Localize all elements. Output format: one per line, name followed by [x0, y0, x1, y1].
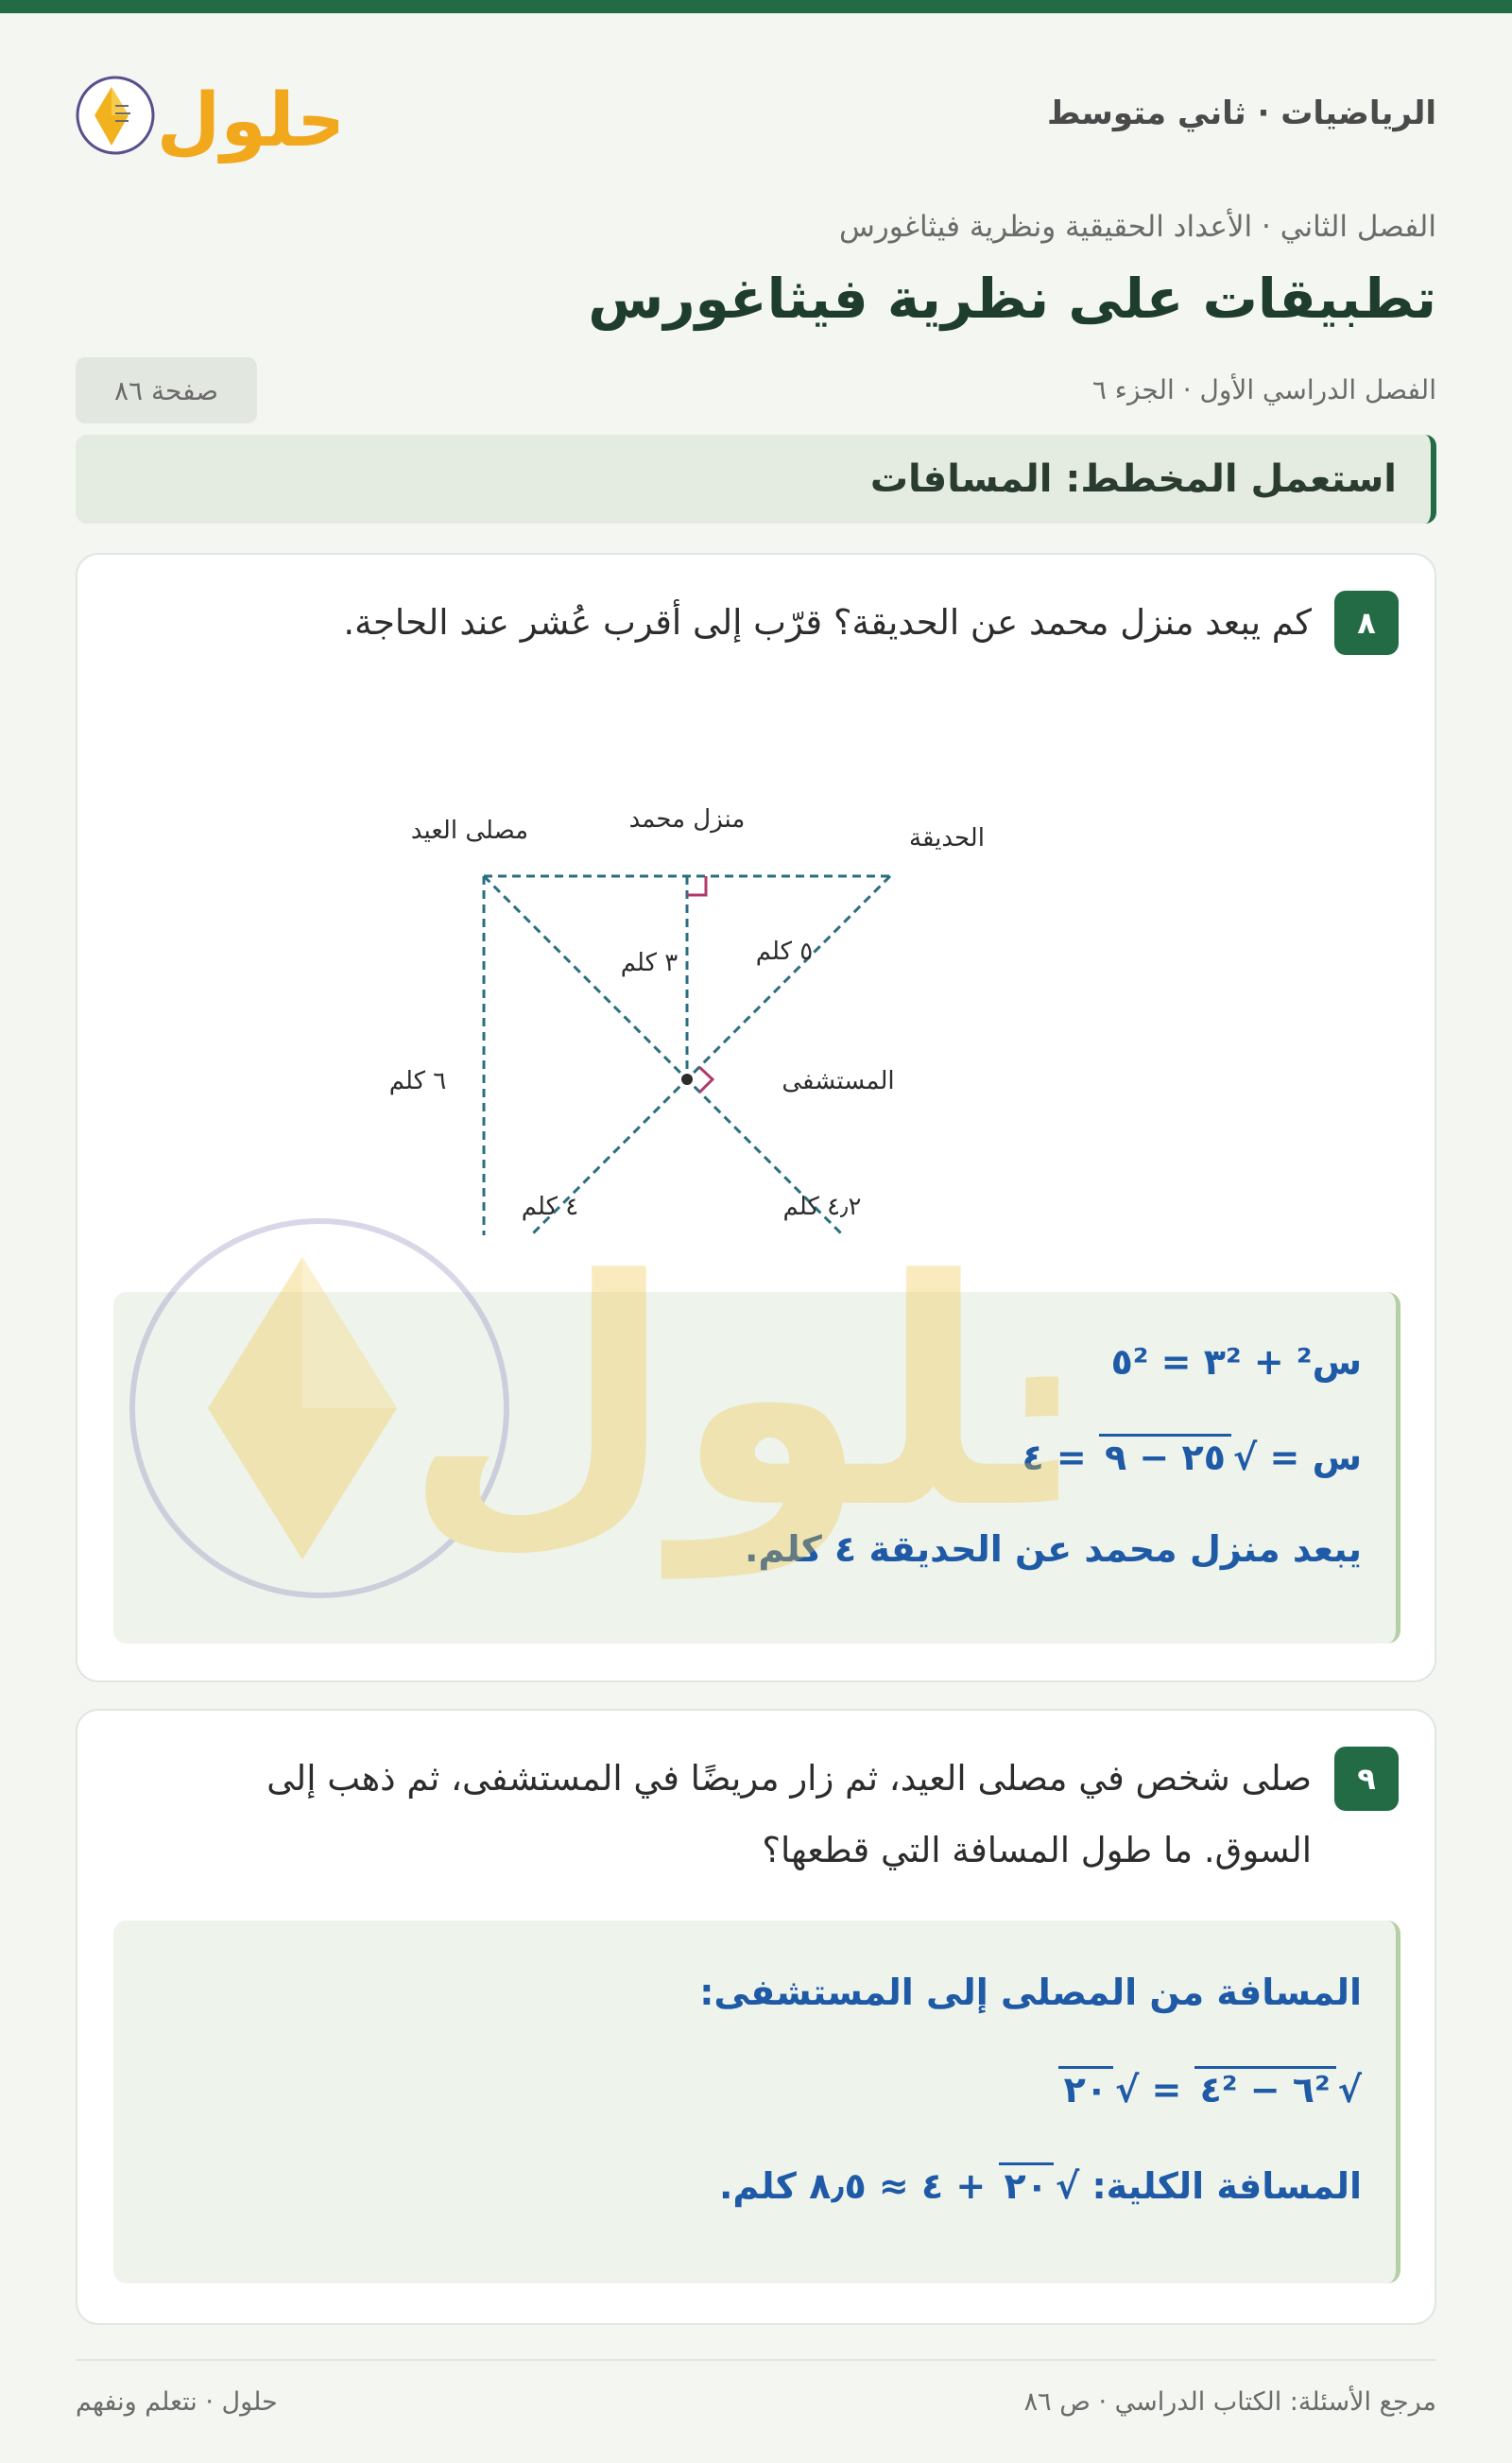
length-hospital-market: ٤ كلم — [521, 1193, 579, 1221]
question-text-line-1: صلى شخص في مصلى العيد، ثم زار مريضًا في المستشفى، ثم ذهب إلى — [266, 1758, 1312, 1799]
top-accent-bar — [0, 0, 1512, 13]
answer-total-distance — [719, 2162, 1362, 2207]
section-header — [76, 435, 1436, 524]
answer-box-8 — [113, 1292, 1400, 1644]
question-text-line-2: السوق. ما طول المسافة التي قطعها؟ — [762, 1830, 1312, 1870]
question-number-badge: ٩ — [1334, 1747, 1399, 1811]
answer-step-label: المسافة من المصلى إلى المستشفى: — [699, 1972, 1362, 2013]
term-label: الفصل الدراسي الأول · الجزء ٦ — [1091, 374, 1436, 405]
length-garden-hospital: ٥ كلم — [755, 938, 814, 966]
label-hospital: المستشفى — [782, 1067, 895, 1095]
radicand: ٦² − ٤² — [1194, 2066, 1336, 2110]
radical-sign: √ — [1232, 1437, 1258, 1478]
radicand: ٢٠ — [1058, 2066, 1113, 2110]
answer-box-9 — [113, 1920, 1400, 2283]
page-title: تطبيقات على نظرية فيثاغورس — [588, 267, 1436, 331]
hospital-point — [681, 1074, 693, 1085]
book-diamond-icon — [77, 78, 153, 153]
question-text: كم يبعد منزل محمد عن الحديقة؟ قرّب إلى أقرب عُشر عند الحاجة. — [343, 602, 1312, 643]
question-card-9 — [76, 1709, 1436, 2325]
length-home-hospital: ٣ كلم — [620, 949, 679, 977]
footer-source: مرجع الأسئلة: الكتاب الدراسي · ص ٨٦ — [1023, 2387, 1436, 2417]
edge-musalla-school — [484, 876, 890, 1235]
right-angle-mark-home — [687, 876, 706, 895]
page-number-badge: صفحة ٨٦ — [76, 357, 257, 423]
label-garden: الحديقة — [909, 824, 985, 853]
radical-sign: √ — [1337, 2069, 1362, 2110]
label-musalla: مصلى العيد — [410, 817, 529, 845]
section-title: استعمل المخطط: المسافات — [869, 457, 1397, 501]
equation-solve-right: = ٤ — [1022, 1437, 1099, 1478]
watermark-wordmark: لول — [404, 1214, 998, 1576]
equals-sign: = — [1139, 2069, 1194, 2110]
total-rest: + ٤ ≈ ٨٫٥ كلم. — [719, 2165, 999, 2207]
equation-solve-left: س = — [1257, 1437, 1362, 1478]
equation-solve — [1022, 1434, 1362, 1478]
right-angle-mark-hospital — [699, 1067, 713, 1093]
distance-diagram — [361, 668, 1174, 1235]
question-number-badge: ٨ — [1334, 591, 1399, 655]
question-card-8 — [76, 553, 1436, 1682]
total-label: المسافة الكلية: — [1079, 2165, 1362, 2207]
answer-step-radicals — [1058, 2066, 1362, 2110]
length-hospital-school: ٤٫٢ كلم — [782, 1193, 862, 1221]
label-home: منزل محمد — [628, 805, 746, 834]
length-musalla-market: ٦ كلم — [388, 1067, 447, 1095]
subject-grade-label: الرياضيات · ثاني متوسط — [1047, 95, 1436, 132]
radicand: ٢٥ − ٩ — [1099, 1434, 1231, 1478]
radical-sign: √ — [1055, 2165, 1080, 2207]
radicand: ٢٠ — [999, 2162, 1054, 2207]
chapter-label: الفصل الثاني · الأعداد الحقيقية ونظرية فيثاغورس — [838, 210, 1436, 244]
footer-brand: حلول · نتعلم ونفهم — [76, 2387, 278, 2417]
edge-garden-market — [484, 876, 890, 1235]
radical-sign: √ — [1114, 2069, 1140, 2110]
answer-conclusion: يبعد منزل محمد عن الحديقة ٤ كلم. — [744, 1528, 1362, 1570]
logo-wordmark: حلول — [156, 78, 338, 164]
equation-pythagoras: س² + ٣² = ٥² — [1110, 1341, 1362, 1383]
hulul-logo[interactable] — [74, 59, 338, 172]
footer-divider — [76, 2359, 1436, 2361]
